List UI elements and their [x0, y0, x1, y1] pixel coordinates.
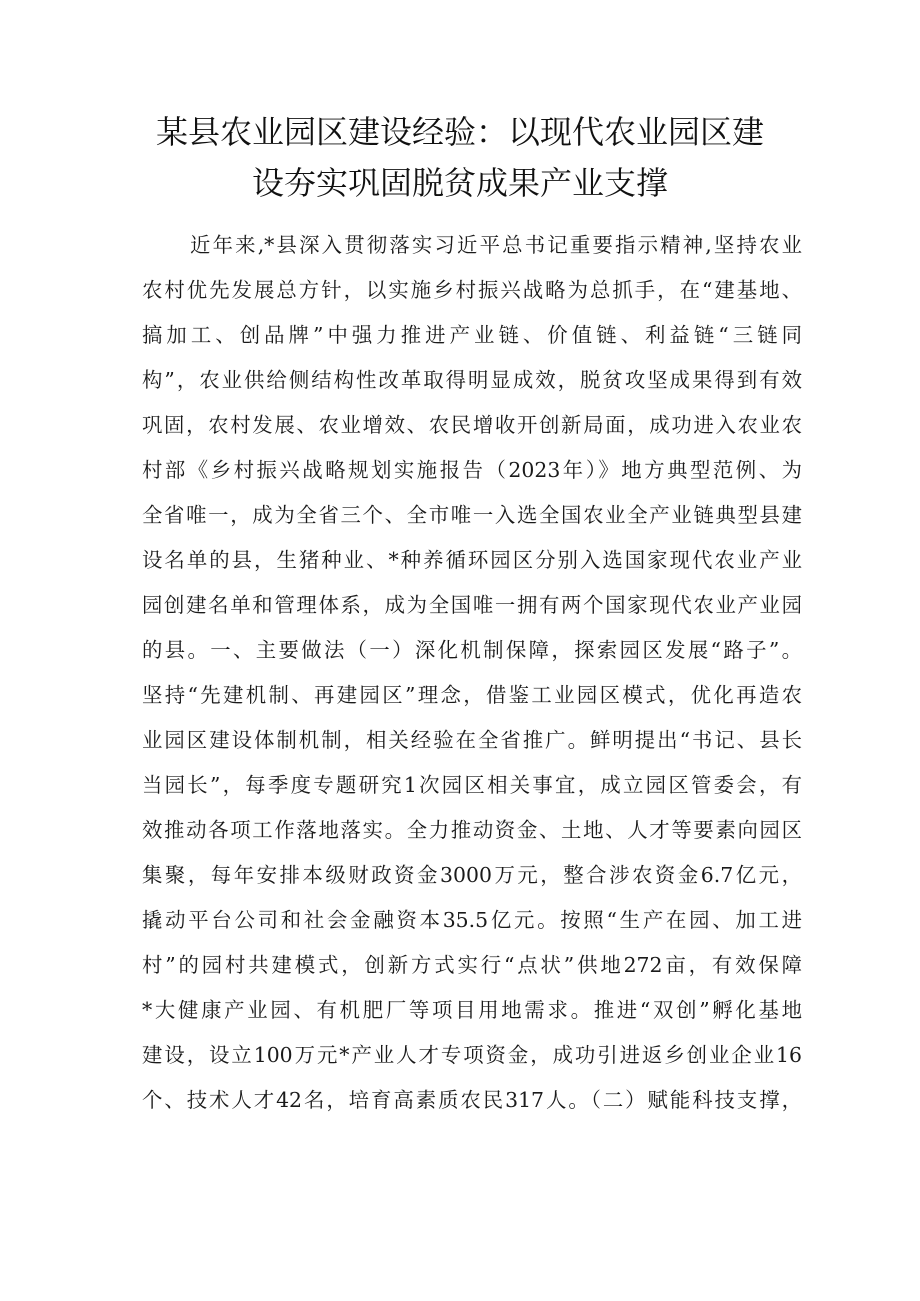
document-title-line-1: 某县农业园区建设经验：以现代农业园区建 [155, 113, 764, 151]
body-line: 的县。一、主要做法（一）深化机制保障，探索园区发展“路子”。 [142, 638, 802, 662]
body-line: 建设，设立100万元*产业人才专项资金，成功引进返乡创业企业16 [142, 1043, 802, 1067]
body-line: 园创建名单和管理体系，成为全国唯一拥有两个国家现代农业产业园 [142, 593, 802, 617]
body-line: *大健康产业园、有机肥厂等项目用地需求。推进“双创”孵化基地 [142, 998, 802, 1022]
body-line: 农村优先发展总方针，以实施乡村振兴战略为总抓手，在“建基地、 [142, 278, 802, 302]
body-line: 构”，农业供给侧结构性改革取得明显成效，脱贫攻坚成果得到有效 [142, 368, 802, 392]
body-line: 近年来,*县深入贯彻落实习近平总书记重要指示精神,坚持农业 [190, 233, 802, 257]
document-title-line-2: 设夯实巩固脱贫成果产业支撑 [251, 164, 668, 202]
body-line: 撬动平台公司和社会金融资本35.5亿元。按照“生产在园、加工进 [142, 908, 802, 932]
body-line: 村部《乡村振兴战略规划实施报告（2023年）》地方典型范例、为 [142, 458, 802, 482]
body-line: 个、技术人才42名，培育高素质农民317人。（二）赋能科技支撑， [142, 1088, 802, 1112]
body-line: 搞加工、创品牌”中强力推进产业链、价值链、利益链“三链同 [142, 323, 802, 347]
body-line: 集聚，每年安排本级财政资金3000万元，整合涉农资金6.7亿元， [142, 863, 802, 887]
body-line: 效推动各项工作落地落实。全力推动资金、土地、人才等要素向园区 [142, 818, 802, 842]
body-line: 业园区建设体制机制，相关经验在全省推广。鲜明提出“书记、县长 [142, 728, 802, 752]
body-line: 坚持“先建机制、再建园区”理念，借鉴工业园区模式，优化再造农 [142, 683, 802, 707]
body-line: 设名单的县，生猪种业、*种养循环园区分别入选国家现代农业产业 [142, 548, 802, 572]
body-line: 巩固，农村发展、农业增效、农民增收开创新局面，成功进入农业农 [142, 413, 802, 437]
body-line: 当园长”，每季度专题研究1次园区相关事宜，成立园区管委会，有 [142, 773, 802, 797]
body-line: 全省唯一，成为全省三个、全市唯一入选全国农业全产业链典型县建 [142, 503, 802, 527]
body-line: 村”的园村共建模式，创新方式实行“点状”供地272亩，有效保障 [142, 953, 802, 977]
